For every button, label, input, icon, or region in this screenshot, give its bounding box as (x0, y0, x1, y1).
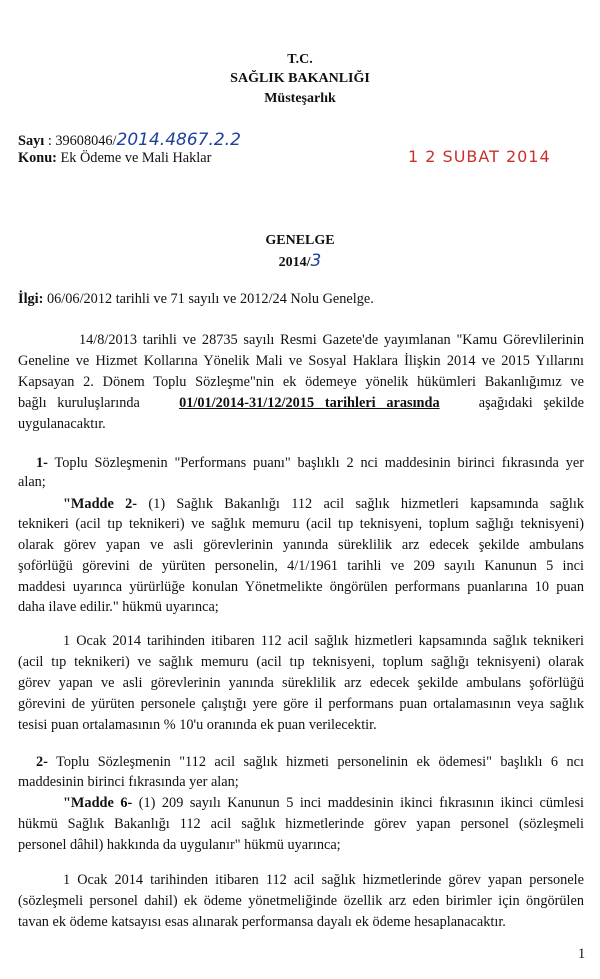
section2-quote-label: "Madde 6- (63, 795, 133, 811)
ilgi-label: İlgi: (18, 291, 44, 307)
date-stamp: 1 2 SUBAT 2014 (408, 147, 551, 166)
section1-number: 1- (36, 455, 48, 471)
konu-label: Konu: (18, 150, 57, 166)
section1-quote-line-4: şoförlüğü görevini de yürüten personelin, 4/1/1961 tarihli ve 209 sayılı Kanunun 5 inci (18, 558, 584, 574)
section2-para-line-2: (sözleşmeli personel dahil) ek ödeme yönetmeliğinde özellik arz eden birimler için öngörülen (18, 893, 584, 909)
section1-quote-line-1-text: (1) Sağlık Bakanlığı 112 acil sağlık hizmetleri kapsamında sağlık (148, 496, 584, 512)
section2-quote-line-1 (63, 795, 584, 812)
sayi-row (18, 130, 241, 150)
section2-para-line-1: 1 Ocak 2014 tarihinden itibaren 112 acil sağlık hizmetlerinde görev yapan personele (63, 872, 584, 888)
section1-line-1-text: Toplu Sözleşmenin "Performans puanı" başlıklı 2 nci maddesinin birinci fıkrasında yer (54, 455, 584, 471)
section1-para-line-3: görev yapan ve asli görevlerinin yanında süreklilik arz edecek şekilde ambulans şoförlüğü (18, 675, 584, 691)
sayi-handwritten: 2014.4867.2.2 (116, 130, 241, 150)
section2-line-1-text: Toplu Sözleşmenin "112 acil sağlık hizmeti personelinin ek ödemesi" başlıklı 6 ncı (56, 754, 584, 770)
section2-line-2: maddesinin birinci fıkrasında yer alan; (18, 774, 239, 790)
section1-quote-line-6: daha ilave edilir." hükmü uyarınca; (18, 599, 219, 615)
intro-line-5: uygulanacaktır. (18, 416, 106, 432)
genelge-title: GENELGE (265, 233, 335, 248)
header-ministry: SAĞLIK BAKANLIĞI (230, 71, 370, 86)
section1-quote-line-2: teknikeri (acil tıp teknikeri) ve sağlık memuru (acil tıp teknisyeni, toplum sağlığı teknisyeni) (18, 516, 584, 532)
section1-quote-line-3: olarak görev yapan ve asli görevlerinin yanında süreklilik arz edecek şekilde ambulans (18, 537, 584, 553)
section1-para-line-1: 1 Ocak 2014 tarihinden itibaren 112 acil sağlık hizmetleri kapsamında sağlık teknikeri (63, 633, 584, 649)
sayi-label: Sayı (18, 133, 45, 149)
intro-line-4 (18, 395, 584, 412)
section2-number: 2- (36, 754, 48, 770)
intro-line-1: 14/8/2013 tarihli ve 28735 sayılı Resmi Gazete'de yayımlanan "Kamu Görevlilerinin (79, 332, 584, 348)
section2-para-line-3: tavan ek ödeme katsayısı esas alınarak performansa dayalı ek ödeme hesaplanacaktır. (18, 914, 506, 930)
ilgi-row (18, 291, 374, 308)
section2-quote-line-2: hükmü Sağlık Bakanlığı 112 acil sağlık hizmetlerinde görev yapan personel (sözleşmeli (18, 816, 584, 832)
genelge-number-printed: 2014/ (278, 255, 311, 270)
section1-quote-line-5: maddesi uyarınca yürürlüğe konulan Yönetmelikte öngörülen performans puanlarına 10 puan (18, 579, 584, 595)
page-number: 1 (578, 946, 586, 962)
intro-date-range: 01/01/2014-31/12/2015 tarihleri arasında (179, 395, 440, 411)
section2-line-1 (36, 754, 584, 771)
intro-line-4-a: bağlı kuruluşlarında (18, 395, 140, 411)
section1-quote-label: "Madde 2- (63, 496, 138, 512)
section2-quote-line-1-text: (1) 209 sayılı Kanunun 5 inci maddesinin ikinci fıkrasının ikinci cümlesi (138, 795, 585, 811)
section1-para-line-4: görevini de yürüten personele çalıştığı yere göre il performans puan ortalamasının veya sağlık (18, 696, 584, 712)
section1-para-line-5: tesisi puan ortalamasının % 10'u oranında ek puan verilecektir. (18, 717, 377, 733)
header-department: Müsteşarlık (264, 91, 336, 106)
header-tc: T.C. (287, 52, 313, 67)
sayi-value: : 39608046/ (47, 133, 117, 149)
genelge-number-handwritten: 3 (310, 251, 322, 271)
intro-line-3: Kapsayan 2. Dönem Toplu Sözleşme"nin ek ödemeye yönelik hükümleri Bakanlığımız ve (18, 374, 584, 390)
konu-row (18, 150, 211, 167)
section1-line-2: alan; (18, 474, 46, 490)
genelge-number (0, 251, 600, 271)
ilgi-text: 06/06/2012 tarihli ve 71 sayılı ve 2012/24 Nolu Genelge. (47, 291, 374, 307)
konu-value: Ek Ödeme ve Mali Haklar (60, 150, 212, 166)
section1-para-line-2: (acil tıp teknikeri) ve sağlık memuru (acil tıp teknisyeni, toplum sağlığı teknisyeni) olarak (18, 654, 584, 670)
section1-line-1 (36, 455, 584, 472)
section1-quote-line-1 (63, 496, 584, 513)
section2-quote-line-3: personel dâhil) hakkında da uygulanır" hükmü uyarınca; (18, 837, 341, 853)
intro-line-2: Geneline ve Hizmet Kollarına Yönelik Mali ve Sosyal Haklara İlişkin 2014 ve 2015 Yıllarını (18, 353, 584, 369)
intro-line-4-c: aşağıdaki şekilde (478, 395, 584, 411)
